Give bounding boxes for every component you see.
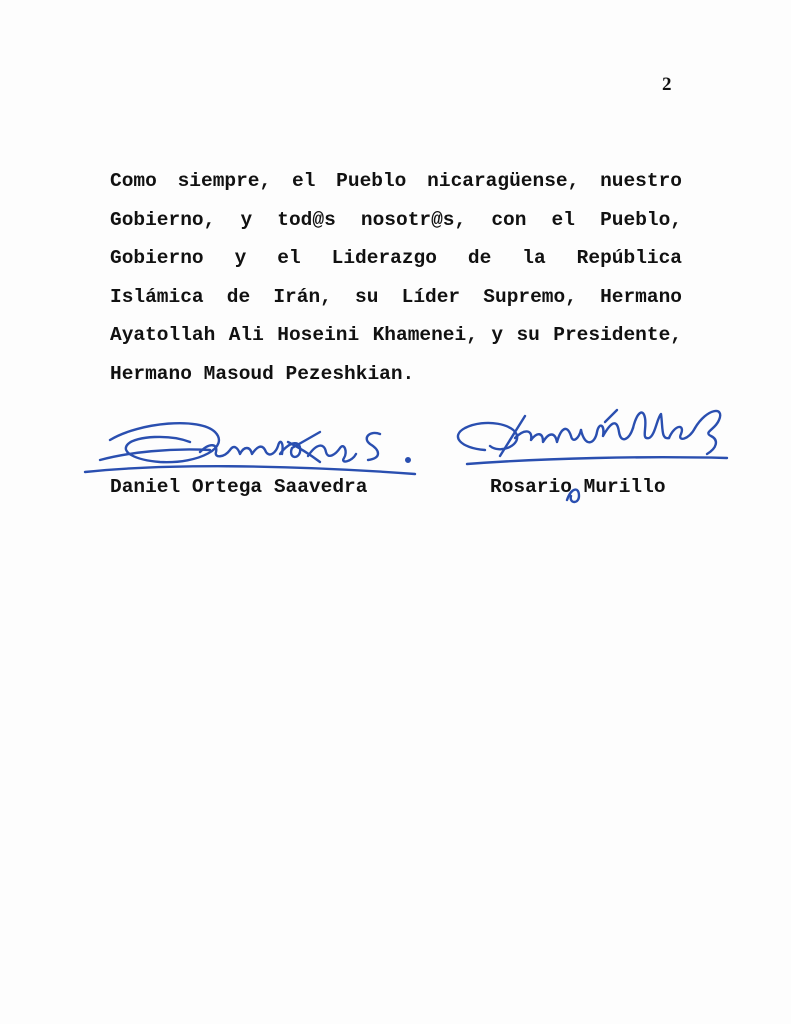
body-paragraph (110, 162, 682, 393)
page-number: 2 (662, 74, 672, 95)
signature-left (80, 412, 425, 482)
paragraph-line: Hermano Masoud Pezeshkian. (110, 362, 415, 385)
signatory-name-left: Daniel Ortega Saavedra (110, 476, 368, 498)
paragraph-line: Gobierno, y tod@s nosotr@s, con el Pueblo, (110, 208, 682, 231)
paragraph-line: Gobierno y el Liderazgo de la República (110, 247, 682, 269)
paragraph-line: Como siempre, el Pueblo nicaragüense, nuestro (110, 170, 682, 192)
paragraph-line: Ayatollah Ali Hoseini Khamenei, y su Presidente, (110, 324, 682, 346)
signatory-name-right: Rosario Murillo (490, 476, 666, 498)
paragraph-line: Islámica de Irán, su Líder Supremo, Hermano (110, 285, 682, 308)
